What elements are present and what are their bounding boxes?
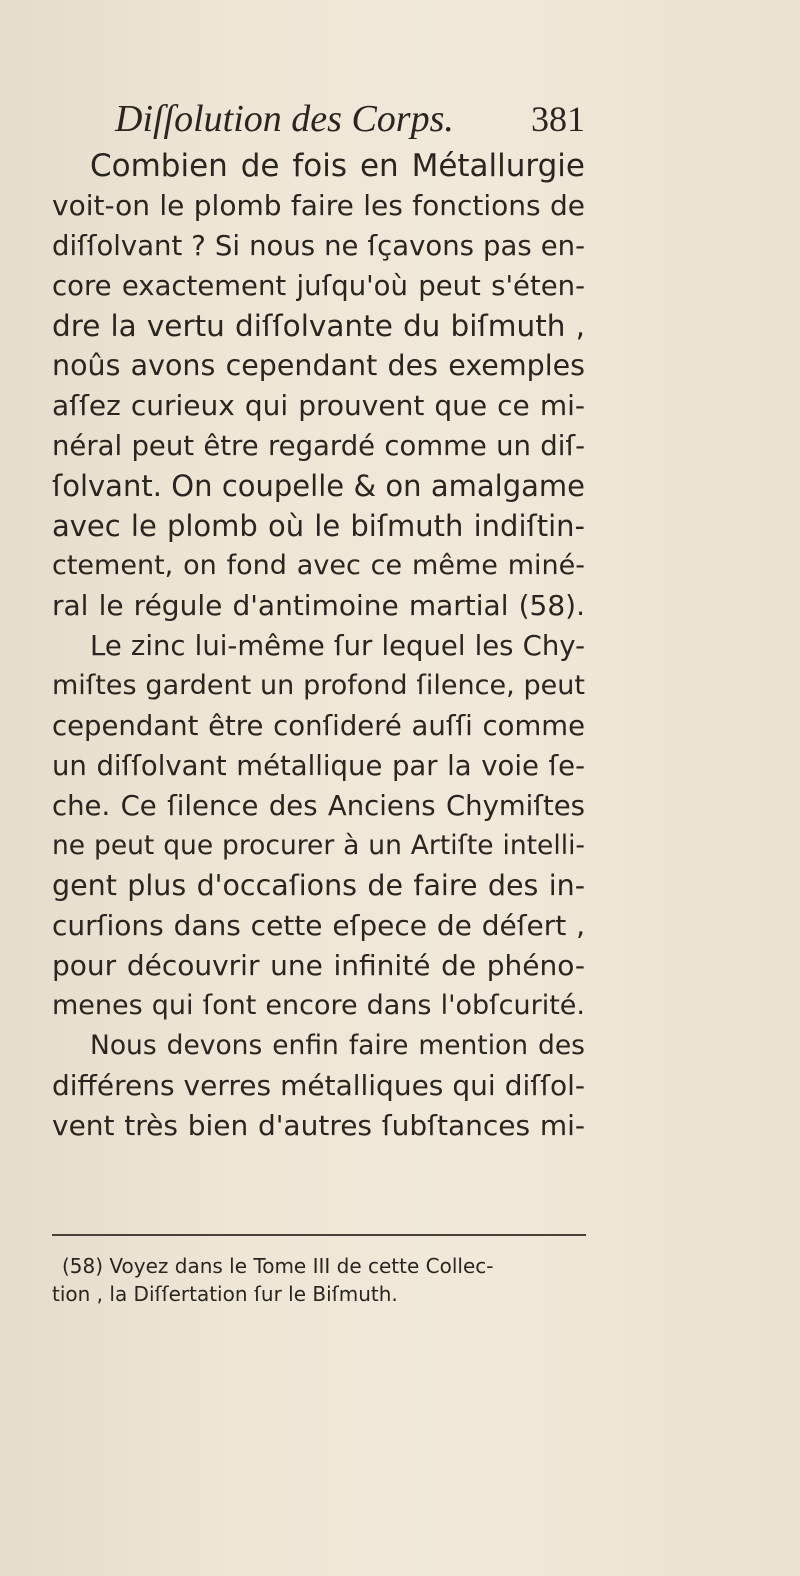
text-line: cependant être conſideré auſſi comme xyxy=(52,710,585,742)
text-line: différens verres métalliques qui diſſol- xyxy=(52,1069,585,1102)
text-line: Combien de fois en Métallurgie xyxy=(90,148,585,184)
text-line: voit-on le plomb faire les fonctions de xyxy=(52,189,585,222)
text-line: ral le régule d'antimoine martial (58). xyxy=(52,589,585,622)
footnote-line: (58) Voyez dans le Tome III de cette Collec- xyxy=(62,1254,494,1278)
text-line: noûs avons cependant des exemples xyxy=(52,349,585,382)
text-line: Le zinc lui-même ſur lequel les Chy- xyxy=(90,630,585,662)
page-header xyxy=(115,94,585,144)
text-line: un diſſolvant métallique par la voie ſe- xyxy=(52,750,585,782)
text-line: ctement, on fond avec ce même miné- xyxy=(52,550,585,581)
page-number: 381 xyxy=(531,99,585,139)
text-line: curſions dans cette eſpece de déſert , xyxy=(52,909,585,942)
text-line: menes qui ſont encore dans l'obſcurité. xyxy=(52,990,585,1021)
text-line: dre la vertu diſſolvante du biſmuth , xyxy=(52,309,585,343)
footnote-rule xyxy=(52,1234,586,1236)
text-line: Nous devons enfin faire mention des xyxy=(90,1030,585,1061)
text-line: vent très bien d'autres ſubſtances mi- xyxy=(52,1109,585,1142)
text-line: gent plus d'occaſions de faire des in- xyxy=(52,869,585,902)
running-title: Diſſolution des Corps. xyxy=(115,98,454,140)
footnote-line: tion , la Diſſertation ſur le Biſmuth. xyxy=(52,1282,398,1306)
text-line: che. Ce ſilence des Anciens Chymiſtes xyxy=(52,790,585,822)
text-line: miſtes gardent un profond ſilence, peut xyxy=(52,670,585,701)
text-line: avec le plomb où le biſmuth indiſtin- xyxy=(52,509,585,543)
text-line: diſſolvant ? Si nous ne ſçavons pas en- xyxy=(52,230,585,262)
text-line: pour découvrir une infinité de phéno- xyxy=(52,949,585,982)
text-line: ne peut que procurer à un Artiſte intelli- xyxy=(52,830,585,861)
text-line: aſſez curieux qui prouvent que ce mi- xyxy=(52,389,585,422)
text-line: core exactement juſqu'où peut s'éten- xyxy=(52,270,585,302)
text-line: ſolvant. On coupelle & on amalgame xyxy=(52,469,585,503)
text-line: néral peut être regardé comme un diſ- xyxy=(52,430,585,462)
